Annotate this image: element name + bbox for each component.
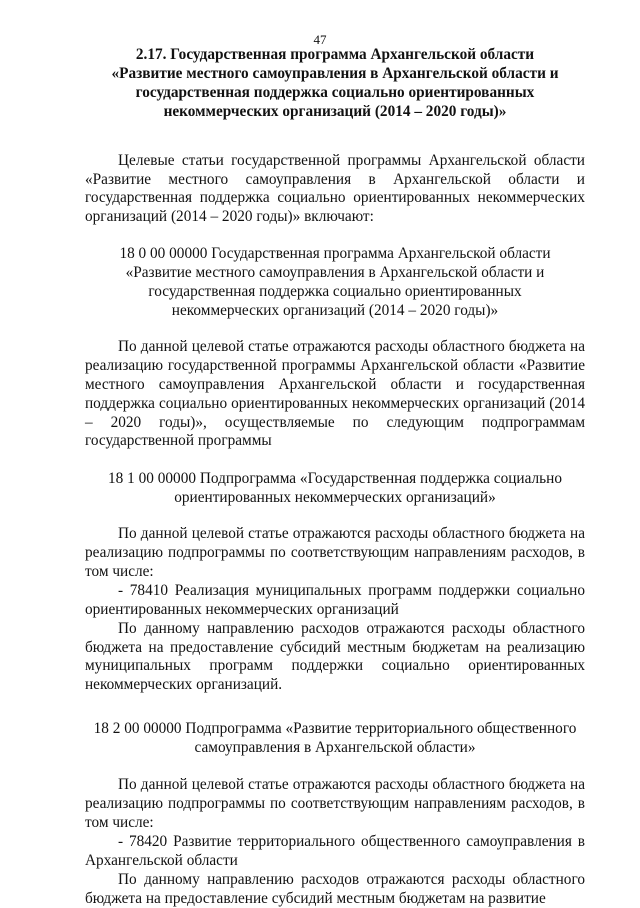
page-content xyxy=(85,46,585,908)
subprogram-1-heading-line: ориентированных некоммерческих организаций» xyxy=(174,489,496,507)
subprogram-2-heading-line: 18 2 00 00000 Подпрограмма «Развитие территориального общественного xyxy=(93,720,577,738)
subprogram-2-heading-line: самоуправления в Архангельской области» xyxy=(194,739,476,757)
program-heading-line: 18 0 00 00000 Государственная программа Архангельской области xyxy=(119,245,551,263)
subprogram-2-heading xyxy=(85,720,585,758)
subprogram-1-item: - 78410 Реализация муниципальных программ поддержки социально ориентированных некоммерческих организаций xyxy=(85,581,585,618)
section-title-line: некоммерческих организаций (2014 – 2020 годы)» xyxy=(163,102,507,120)
subprogram-2-item-paragraph: По данному направлению расходов отражаются расходы областного бюджета на предоставление субсидий местным бюджетам на развитие xyxy=(85,870,585,907)
page-number: 47 xyxy=(313,32,327,47)
section-title-line: государственная поддержка социально ориентированных xyxy=(135,83,535,101)
subprogram-1-paragraph: По данной целевой статье отражаются расходы областного бюджета на реализацию подпрограммы по соответствующим направлениям расходов, в том числе: xyxy=(85,525,585,580)
section-title-line: «Развитие местного самоуправления в Архангельской области и xyxy=(111,64,559,82)
subprogram-2-item: - 78420 Развитие территориального общественного самоуправления в Архангельской области xyxy=(85,832,585,869)
intro-paragraph: Целевые статьи государственной программы Архангельской области «Развитие местного самоуправления в Архангельской области и государственная поддержка социально ориентированных некоммерческих организаций (2014 – 2020 годы)» включают: xyxy=(85,151,585,226)
program-heading-line: государственная поддержка социально ориентированных xyxy=(148,283,522,301)
subprogram-1-heading-line: 18 1 00 00000 Подпрограмма «Государственная поддержка социально xyxy=(108,470,562,488)
section-title xyxy=(85,46,585,122)
program-paragraph: По данной целевой статье отражаются расходы областного бюджета на реализацию государственной программы Архангельской области «Развитие местного самоуправления Архангельской области и государственная поддержка социально ориентированных некоммерческих организаций (2014 – 2020 годы)», осуществляемые по следующим подпрограммам государственной программы xyxy=(85,337,585,450)
subprogram-1-item-paragraph: По данному направлению расходов отражаются расходы областного бюджета на предоставление субсидий местным бюджетам на реализацию муниципальных программ поддержки социально ориентированных некоммерческих организаций. xyxy=(85,619,585,694)
subprogram-2-paragraph: По данной целевой статье отражаются расходы областного бюджета на реализацию подпрограммы по соответствующим направлениям расходов, в том числе: xyxy=(85,776,585,831)
subprogram-1-heading xyxy=(85,470,585,508)
program-heading-line: некоммерческих организаций (2014 – 2020 годы)» xyxy=(171,301,499,319)
program-heading xyxy=(85,245,585,321)
section-title-line: 2.17. Государственная программа Архангельской области xyxy=(135,46,535,63)
program-heading-line: «Развитие местного самоуправления в Архангельской области и xyxy=(125,264,545,282)
